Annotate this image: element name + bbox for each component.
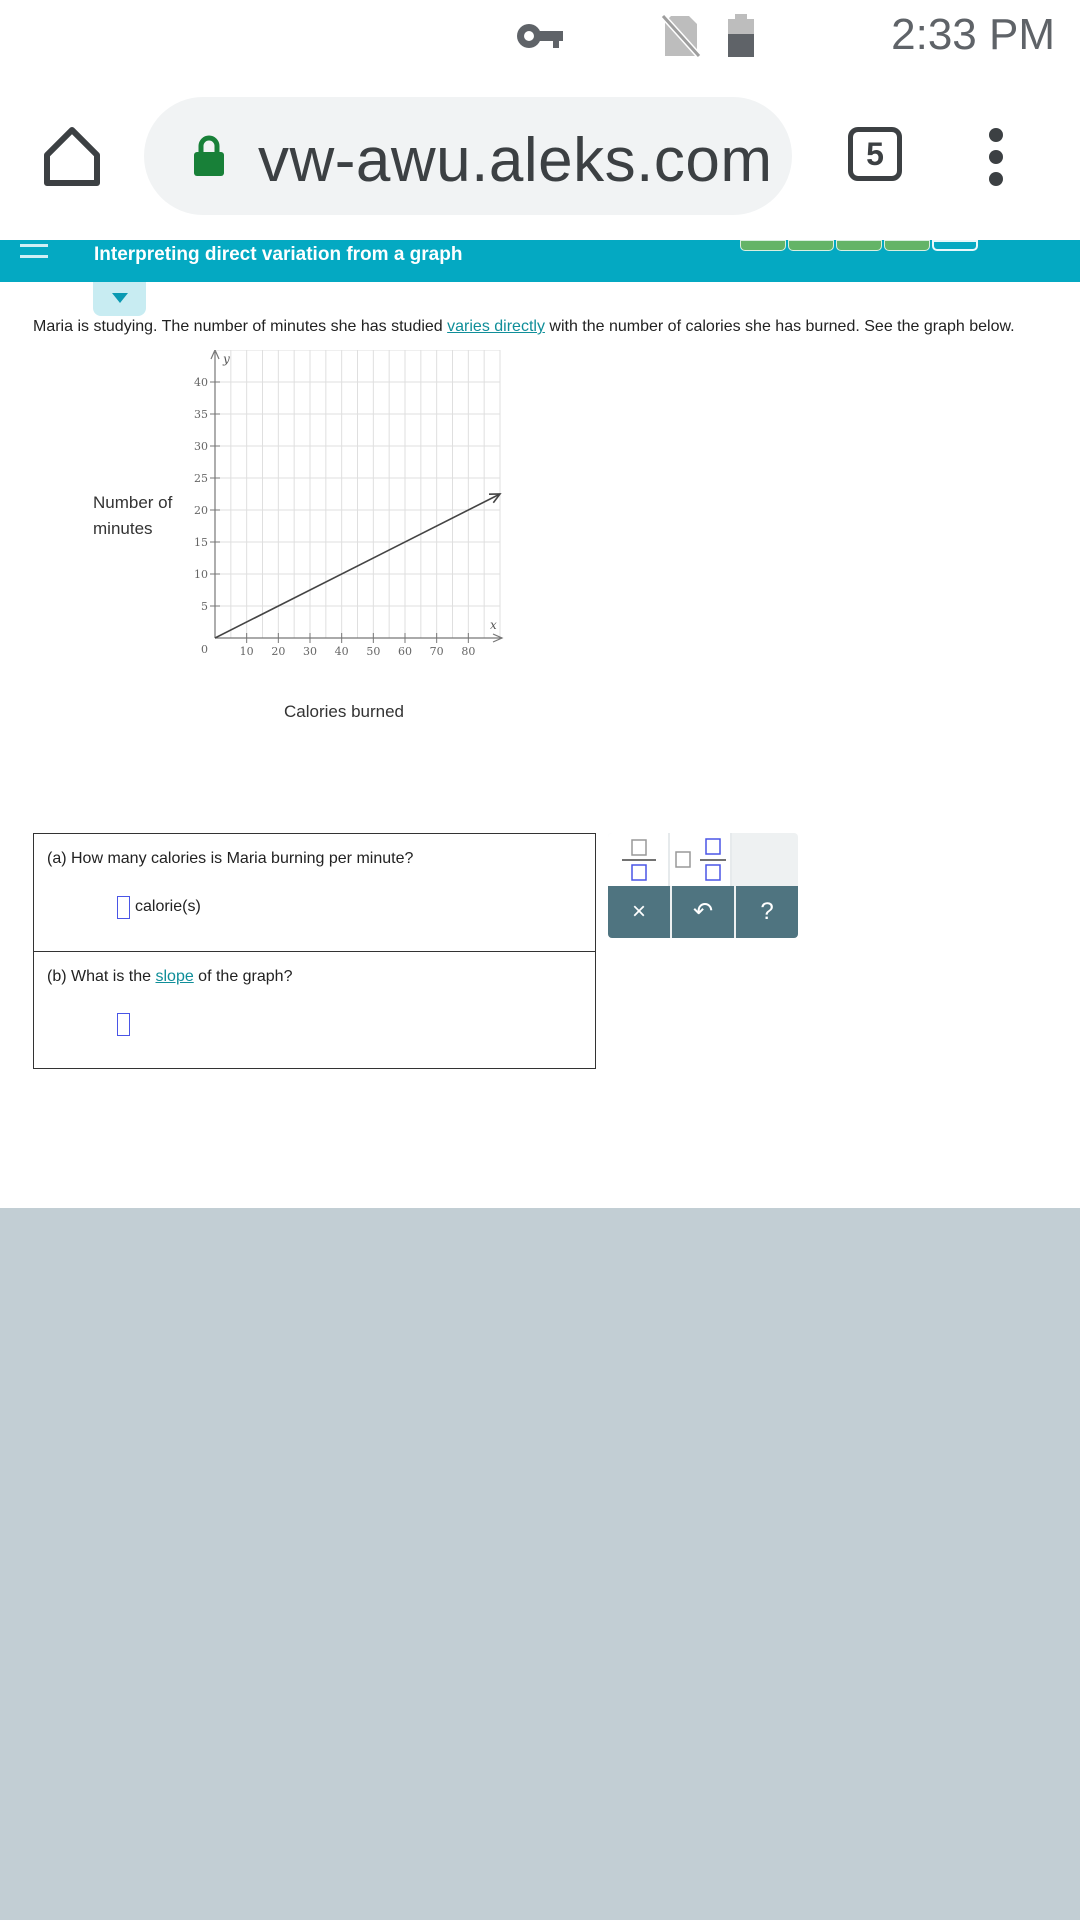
x-tick-label: 20	[271, 645, 286, 658]
x-tick-label: 10	[239, 645, 254, 658]
answer-a-unit: calorie(s)	[135, 898, 201, 915]
x-tick-label: 70	[429, 645, 444, 658]
caret-down-icon	[111, 292, 129, 304]
direct-variation-graph	[180, 350, 510, 660]
y-tick-label: 35	[194, 408, 208, 421]
y-tick-label: 40	[194, 376, 208, 389]
tab-switcher-button[interactable]: 5	[848, 127, 902, 181]
problem-text-before: Maria is studying. The number of minutes she has studied	[33, 318, 448, 335]
help-button[interactable]: ?	[736, 886, 798, 938]
question-a-text: (a) How many calories is Maria burning per minute?	[47, 850, 414, 867]
aleks-page	[0, 240, 1080, 1208]
url-text: vw-awu.aleks.com	[258, 126, 773, 195]
fraction-button[interactable]	[608, 833, 670, 886]
progress-segment	[740, 240, 786, 251]
y-tick-label: 15	[194, 536, 208, 549]
url-bar[interactable]	[144, 97, 792, 215]
question-a	[34, 834, 595, 951]
clear-button[interactable]: ×	[608, 886, 670, 938]
x-tick-label: 50	[366, 645, 381, 658]
problem-text-after: with the number of calories she has burned. See the graph below.	[544, 318, 1015, 335]
topic-dropdown-toggle[interactable]	[93, 282, 146, 316]
question-b-before: (b) What is the	[47, 968, 156, 985]
hamburger-menu-icon[interactable]	[20, 244, 48, 258]
progress-segment	[932, 240, 978, 251]
origin-label: 0	[201, 643, 208, 656]
undo-button[interactable]: ↶	[672, 886, 734, 938]
more-options-icon[interactable]	[982, 127, 1010, 187]
question-b	[34, 951, 595, 1069]
y-tick-label: 10	[194, 568, 208, 581]
y-tick-label: 20	[194, 504, 208, 517]
y-tick-label: 5	[201, 600, 208, 613]
y-axis-symbol: y	[223, 352, 230, 366]
slope-link[interactable]: slope	[155, 968, 194, 985]
x-tick-label: 80	[461, 645, 476, 658]
battery-icon	[726, 14, 756, 58]
no-sim-icon	[661, 14, 701, 58]
y-tick-label: 30	[194, 440, 208, 453]
keypad-blank	[732, 833, 794, 886]
answer-a-input[interactable]	[117, 896, 130, 919]
y-tick-label: 25	[194, 472, 208, 485]
progress-bar	[740, 240, 978, 251]
x-axis-symbol: x	[490, 618, 497, 632]
mixed-number-button[interactable]	[670, 833, 732, 886]
x-tick-label: 30	[303, 645, 317, 658]
x-tick-label: 60	[398, 645, 412, 658]
fraction-icon	[608, 833, 670, 886]
status-bar	[0, 0, 1080, 75]
math-keypad	[608, 833, 798, 938]
home-icon[interactable]	[42, 125, 102, 189]
clock: 2:33 PM	[891, 10, 1055, 59]
questions-box	[33, 833, 596, 1069]
x-tick-label: 40	[334, 645, 349, 658]
topic-title: Interpreting direct variation from a graph	[94, 244, 463, 265]
question-b-text	[47, 968, 292, 986]
problem-statement	[33, 318, 1073, 336]
vpn-key-icon	[515, 18, 565, 54]
question-b-after: of the graph?	[193, 968, 293, 985]
browser-toolbar	[0, 75, 1080, 240]
x-axis-label: Calories burned	[284, 702, 405, 721]
progress-segment	[884, 240, 930, 251]
progress-segment	[788, 240, 834, 251]
y-axis-label: Number of minutes	[93, 493, 173, 538]
progress-segment	[836, 240, 882, 251]
varies-directly-link[interactable]: varies directly	[447, 318, 545, 335]
answer-b-input[interactable]	[117, 1013, 130, 1036]
lock-icon	[192, 135, 226, 177]
mixed-number-icon	[670, 833, 732, 886]
topic-bar	[0, 240, 1080, 282]
